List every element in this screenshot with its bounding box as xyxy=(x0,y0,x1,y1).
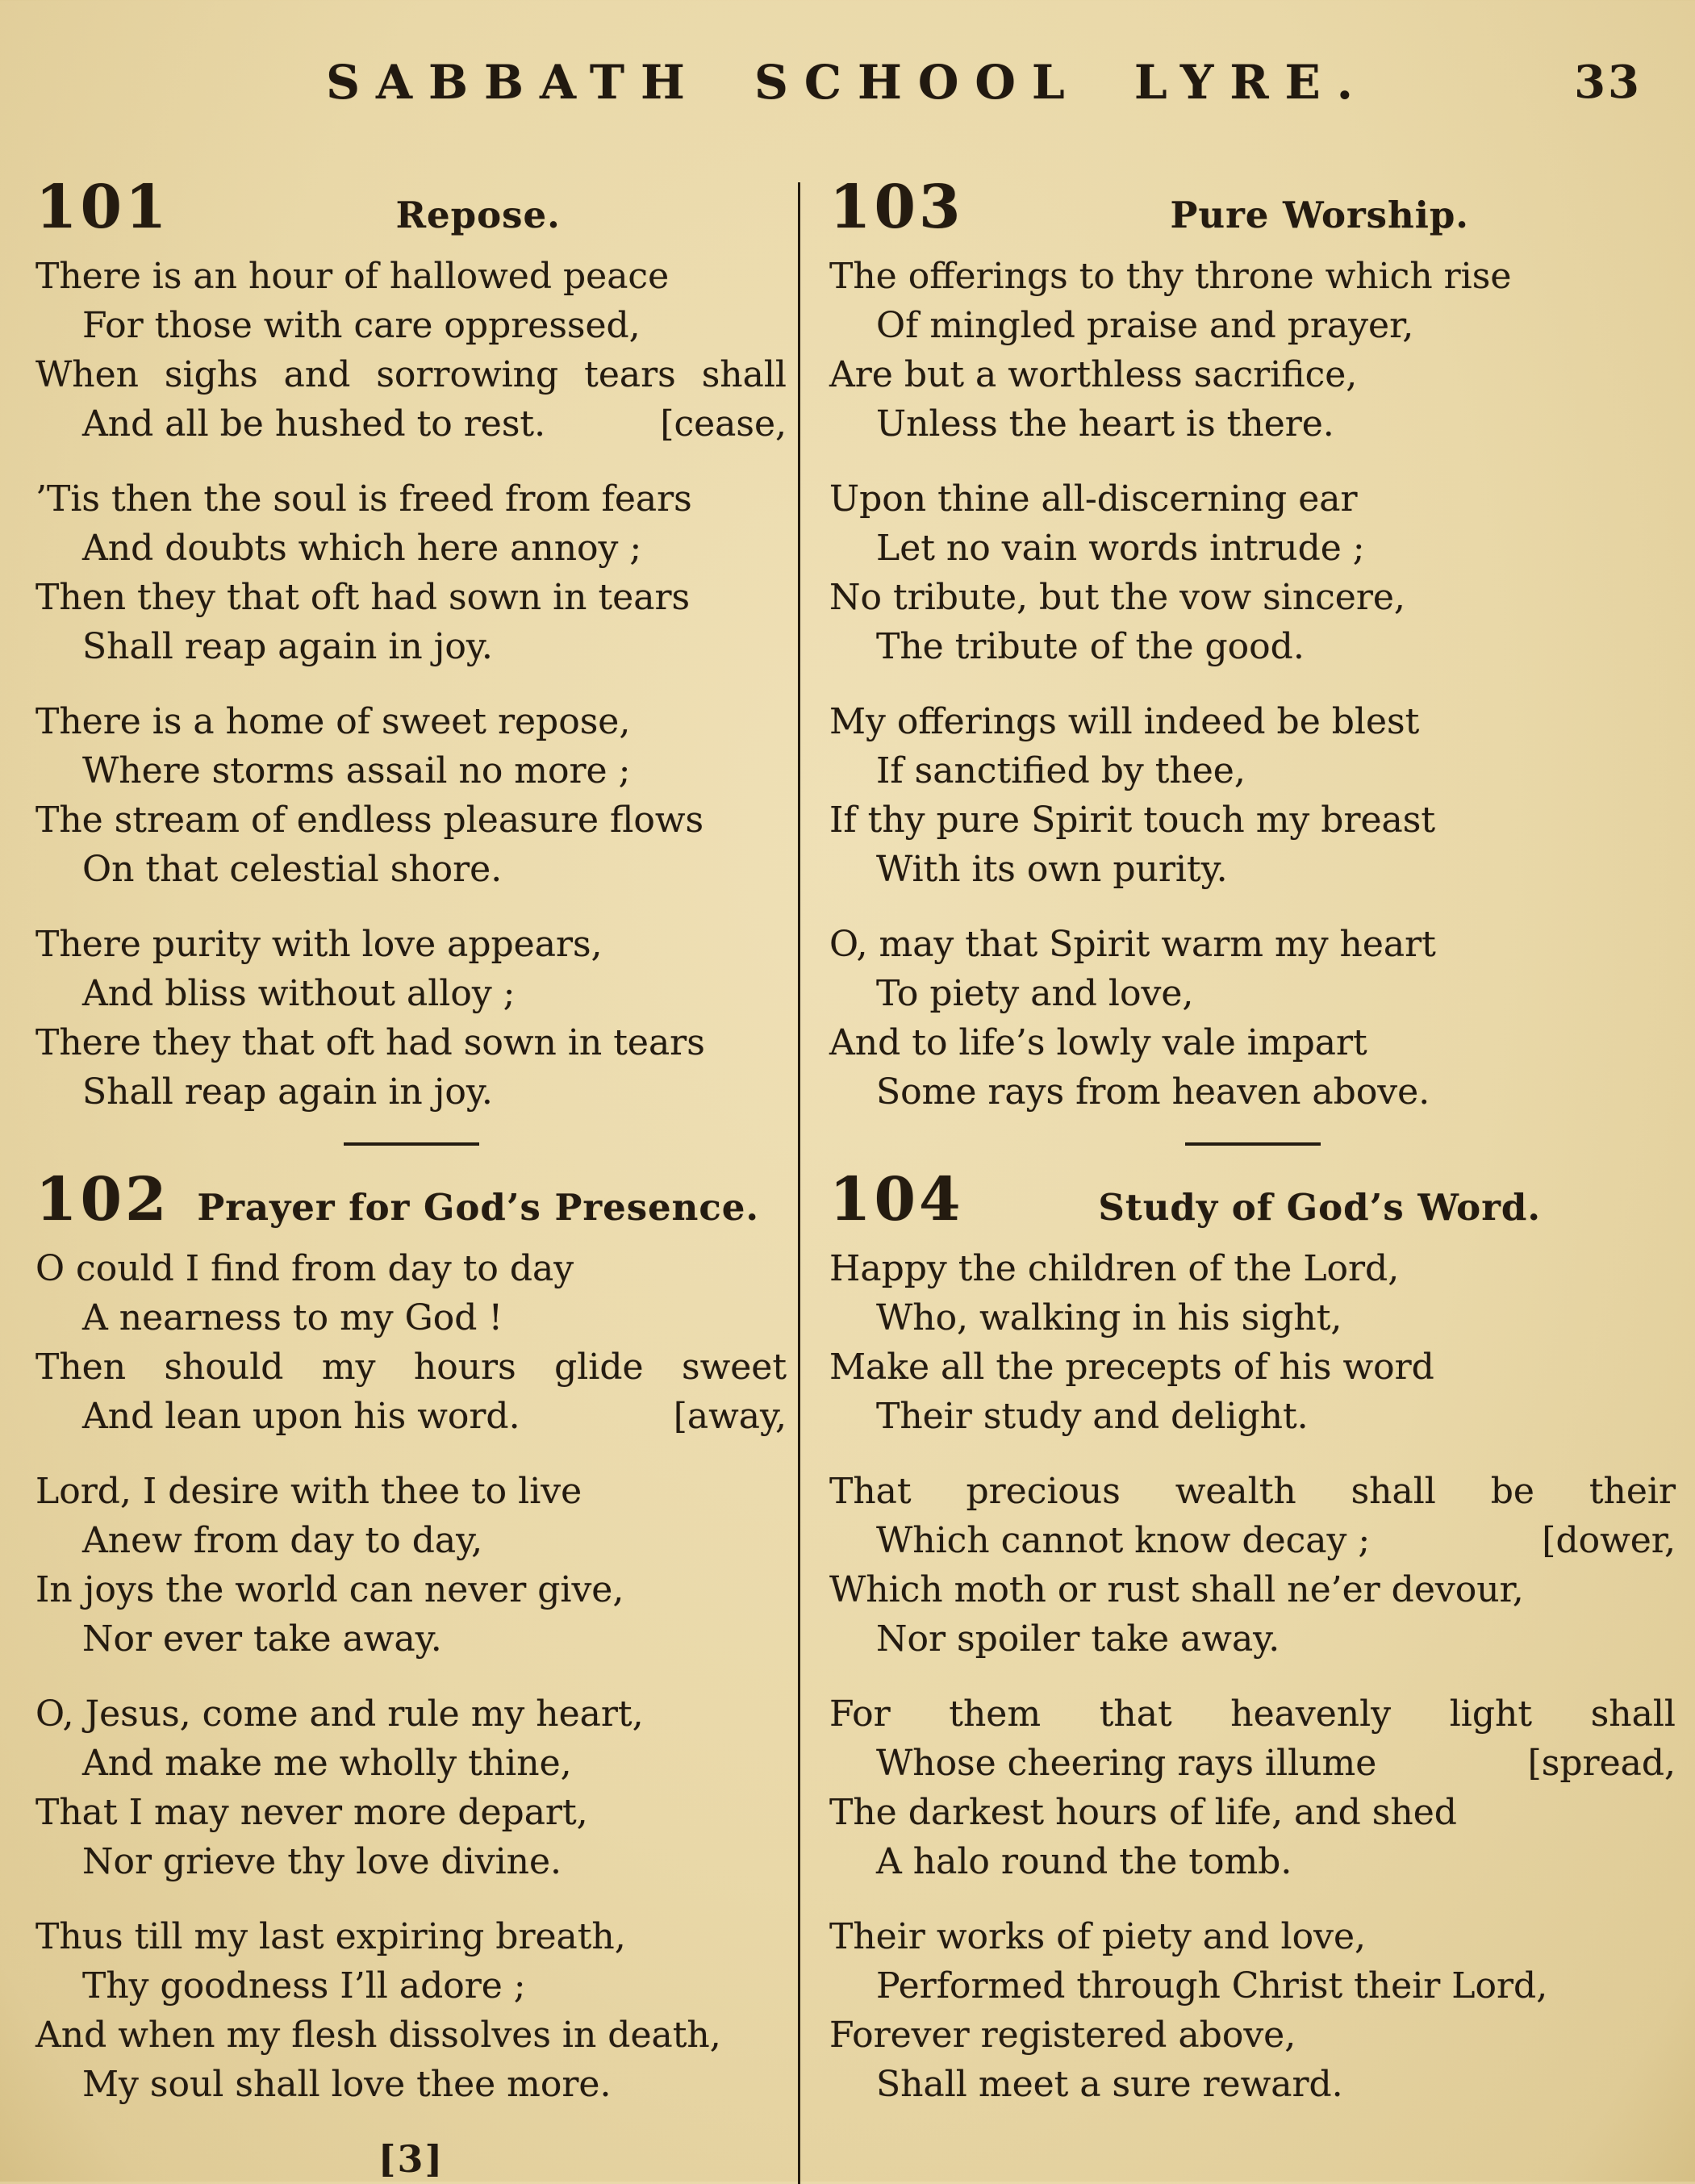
page-body xyxy=(0,147,1695,2184)
hymn-line: Then they that oft had sown in tears xyxy=(35,577,691,618)
hymn-number: 104 xyxy=(829,1165,964,1234)
hymn-line: Thy goodness I’ll adore ; xyxy=(82,1965,526,2007)
verse xyxy=(35,1467,787,1664)
verse xyxy=(829,920,1676,1117)
hymn-line: Thus till my last expiring breath, xyxy=(35,1916,626,1957)
hymn-line: That precious wealth shall be their xyxy=(829,1471,1676,1512)
hymn-header xyxy=(829,173,1676,245)
hymn-line: Shall reap again in joy. xyxy=(82,1071,493,1113)
verse xyxy=(829,252,1676,449)
hymn-line: Where storms assail no more ; xyxy=(82,750,631,791)
verse xyxy=(35,697,787,894)
hymn-line: For those with care oppressed, xyxy=(82,305,641,346)
verse xyxy=(35,920,787,1117)
hymn-line: Lord, I desire with thee to live xyxy=(35,1471,582,1512)
hymn-line: Some rays from heaven above. xyxy=(876,1071,1430,1113)
verse xyxy=(35,1244,787,1441)
hymn-line xyxy=(829,1739,1676,1788)
hymn-line: Make all the precepts of his word xyxy=(829,1347,1434,1388)
left-column xyxy=(35,173,798,2184)
hymn-101 xyxy=(35,173,787,1117)
hymn-line: Nor grieve thy love divine. xyxy=(82,1841,562,1882)
verse xyxy=(829,1689,1676,1886)
hymn-line: A halo round the tomb. xyxy=(876,1841,1292,1882)
hymn-line-text: Whose cheering rays illume xyxy=(876,1743,1377,1784)
printers-signature: [3] xyxy=(378,2137,445,2181)
hymn-line: There purity with love appears, xyxy=(35,924,603,965)
hymn-header xyxy=(35,1165,787,1238)
hymn-103 xyxy=(829,173,1676,1117)
hymn-line xyxy=(35,1392,787,1441)
catchword: [dower, xyxy=(1542,1520,1676,1561)
hymn-line: In joys the world can never give, xyxy=(35,1569,624,1610)
hymn-line: Happy the children of the Lord, xyxy=(829,1248,1400,1289)
hymn-line: To piety and love, xyxy=(876,973,1194,1014)
hymn-line: The stream of endless pleasure flows xyxy=(35,800,704,841)
hymn-line xyxy=(829,1516,1676,1565)
hymn-line: And when my flesh dissolves in death, xyxy=(35,2015,721,2056)
hymn-line: Shall reap again in joy. xyxy=(82,626,493,667)
hymn-line: There is a home of sweet repose, xyxy=(35,701,631,742)
hymn-header xyxy=(829,1165,1676,1238)
page-header xyxy=(0,0,1695,147)
hymn-title: Pure Worship. xyxy=(1170,194,1469,236)
hymn-number: 102 xyxy=(35,1165,170,1234)
hymn-title: Prayer for God’s Presence. xyxy=(197,1186,760,1229)
verse xyxy=(829,1912,1676,2109)
hymn-102 xyxy=(35,1165,787,2109)
hymn-line: If thy pure Spirit touch my breast xyxy=(829,800,1436,841)
verse xyxy=(829,474,1676,671)
hymn-line: And doubts which here annoy ; xyxy=(82,528,642,569)
hymn-title: Study of God’s Word. xyxy=(1098,1186,1542,1229)
hymn-line: Nor spoiler take away. xyxy=(876,1618,1280,1660)
hymn-line: Are but a worthless sacrifice, xyxy=(829,354,1358,395)
hymn-line: The darkest hours of life, and shed xyxy=(829,1792,1457,1833)
hymn-line: The tribute of the good. xyxy=(876,626,1305,667)
hymn-line-text: Which cannot know decay ; xyxy=(876,1520,1371,1561)
right-column xyxy=(800,173,1676,2184)
page-number: 33 xyxy=(1574,56,1642,109)
hymn-line: Anew from day to day, xyxy=(82,1520,483,1561)
hymn-line: Let no vain words intrude ; xyxy=(876,528,1365,569)
verse xyxy=(829,1244,1676,1441)
hymn-line-text: And all be hushed to rest. xyxy=(82,403,546,445)
hymn-header xyxy=(35,173,787,245)
hymn-line: Upon thine all-discerning ear xyxy=(829,478,1358,520)
hymn-line: A nearness to my God ! xyxy=(82,1297,503,1338)
hymn-line: Performed through Christ their Lord, xyxy=(876,1965,1548,2007)
hymn-line: There is an hour of hallowed peace xyxy=(35,256,670,297)
verse xyxy=(35,474,787,671)
hymn-line: O, may that Spirit warm my heart xyxy=(829,924,1436,965)
verse xyxy=(35,252,787,449)
hymn-line: And bliss without alloy ; xyxy=(82,973,516,1014)
hymn-line: Which moth or rust shall ne’er devour, xyxy=(829,1569,1524,1610)
hymn-line: For them that heavenly light shall xyxy=(829,1693,1676,1735)
book-title: SABBATH SCHOOL LYRE. xyxy=(326,55,1369,110)
verse xyxy=(829,697,1676,894)
hymn-line: Nor ever take away. xyxy=(82,1618,442,1660)
hymn-line: There they that oft had sown in tears xyxy=(35,1022,705,1063)
hymn-line: Unless the heart is there. xyxy=(876,403,1334,445)
hymn-line: The offerings to thy throne which rise xyxy=(829,256,1512,297)
hymn-title: Repose. xyxy=(395,194,561,236)
hymn-line: Shall meet a sure reward. xyxy=(876,2064,1343,2105)
hymn-line-text: And lean upon his word. xyxy=(82,1396,520,1437)
catchword: [cease, xyxy=(660,403,787,445)
hymn-line: Their works of piety and love, xyxy=(829,1916,1366,1957)
hymn-line: If sanctified by thee, xyxy=(876,750,1246,791)
verse xyxy=(35,1912,787,2109)
hymn-line: And to life’s lowly vale impart xyxy=(829,1022,1367,1063)
hymn-line: When sighs and sorrowing tears shall xyxy=(35,354,787,395)
hymn-line: Of mingled praise and prayer, xyxy=(876,305,1414,346)
hymn-line: With its own purity. xyxy=(876,849,1228,890)
catchword: [away, xyxy=(673,1396,787,1437)
hymn-line: Then should my hours glide sweet xyxy=(35,1347,787,1388)
hymn-number: 103 xyxy=(829,173,964,242)
hymn-divider-rule xyxy=(344,1142,479,1146)
hymn-line: And make me wholly thine, xyxy=(82,1743,572,1784)
verse xyxy=(829,1467,1676,1664)
hymn-line: My soul shall love thee more. xyxy=(82,2064,612,2105)
hymn-line: O, Jesus, come and rule my heart, xyxy=(35,1693,644,1735)
hymn-line: My offerings will indeed be blest xyxy=(829,701,1420,742)
hymn-line: O could I find from day to day xyxy=(35,1248,574,1289)
hymn-line xyxy=(35,399,787,449)
hymn-line: No tribute, but the vow sincere, xyxy=(829,577,1405,618)
hymn-divider-rule xyxy=(1185,1142,1321,1146)
hymn-number: 101 xyxy=(35,173,170,242)
hymn-line: On that celestial shore. xyxy=(82,849,503,890)
hymn-104 xyxy=(829,1165,1676,2109)
hymn-line: Their study and delight. xyxy=(876,1396,1309,1437)
catchword: [spread, xyxy=(1527,1743,1676,1784)
hymn-line: Forever registered above, xyxy=(829,2015,1296,2056)
hymn-line: That I may never more depart, xyxy=(35,1792,588,1833)
hymn-line: ’Tis then the soul is freed from fears xyxy=(35,478,692,520)
hymn-line: Who, walking in his sight, xyxy=(876,1297,1342,1338)
verse xyxy=(35,1689,787,1886)
